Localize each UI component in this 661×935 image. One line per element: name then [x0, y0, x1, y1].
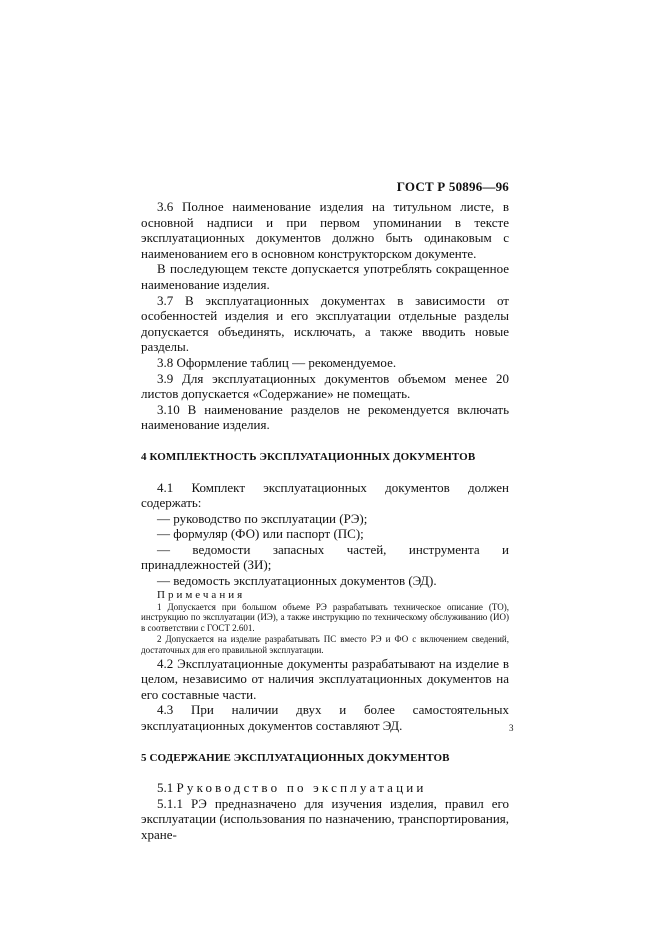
paragraph-4-3: 4.3 При наличии двух и более самостоятельных эксплуатационных документов составляют ЭД.: [141, 702, 509, 734]
paragraph-4-1: 4.1 Комплект эксплуатационных документов должен содержать:: [141, 479, 509, 511]
note-1: 1 Допускается при большом объеме РЭ разрабатывать техническое описание (ТО), инструкцию по эксплуатации (ИЭ), а также инструкцию по техническому обслуживанию (ИО) в соответствии с ГОСТ 2.601.: [141, 601, 509, 634]
page-body: [141, 199, 509, 843]
section-5-heading: 5 СОДЕРЖАНИЕ ЭКСПЛУАТАЦИОННЫХ ДОКУМЕНТОВ: [141, 751, 450, 764]
paragraph-4-2: 4.2 Эксплуатационные документы разрабатывают на изделие в целом, независимо от наличия эксплуатационных документов на его составные части.: [141, 655, 509, 702]
subsection-number: 5.1: [157, 780, 174, 796]
notes-heading: Примечания: [157, 588, 246, 601]
subsection-5-1-heading: [141, 780, 509, 796]
paragraph-3-6: 3.6 Полное наименование изделия на титульном листе, в основной надписи и при первом упоминании в тексте эксплуатационных документов должно быть одинаковым с наименованием его в основном конструкторском документе.: [141, 199, 509, 261]
paragraph-3-9: 3.9 Для эксплуатационных документов объемом менее 20 листов допускается «Содержание» не помещать.: [141, 370, 509, 402]
document-code-header: ГОСТ Р 50896—96: [396, 179, 509, 194]
paragraph-3-7: 3.7 В эксплуатационных документах в зависимости от особенностей изделия и его эксплуатации отдельные разделы допускается объединять, исключать, а также вводить новые разделы.: [141, 292, 509, 355]
paragraph-3-10: 3.10 В наименование разделов не рекомендуется включать наименование изделия.: [141, 401, 509, 433]
list-item: — формуляр (ФО) или паспорт (ПС);: [157, 526, 364, 542]
list-item: — ведомости запасных частей, инструмента и принадлежностей (ЗИ);: [141, 541, 509, 573]
paragraph-3-8: 3.8 Оформление таблиц — рекомендуемое.: [157, 354, 397, 370]
note-2: 2 Допускается на изделие разрабатывать ПС вместо РЭ и ФО с включением сведений, достаточных для его правильной эксплуатации.: [141, 634, 509, 655]
list-item: — руководство по эксплуатации (РЭ);: [157, 510, 368, 526]
section-4-heading: 4 КОМПЛЕКТНОСТЬ ЭКСПЛУАТАЦИОННЫХ ДОКУМЕНТОВ: [141, 450, 476, 463]
paragraph-5-1-1: 5.1.1 РЭ предназначено для изучения изделия, правил его эксплуатации (использования по назначению, транспортирования, хране-: [141, 795, 509, 842]
paragraph-3-6-continued: В последующем тексте допускается употреблять сокращенное наименование изделия.: [141, 261, 509, 292]
subsection-title: Руководство по эксплуатации: [176, 780, 427, 796]
list-item: — ведомость эксплуатационных документов (ЭД).: [157, 573, 437, 589]
page-number: 3: [509, 723, 514, 733]
